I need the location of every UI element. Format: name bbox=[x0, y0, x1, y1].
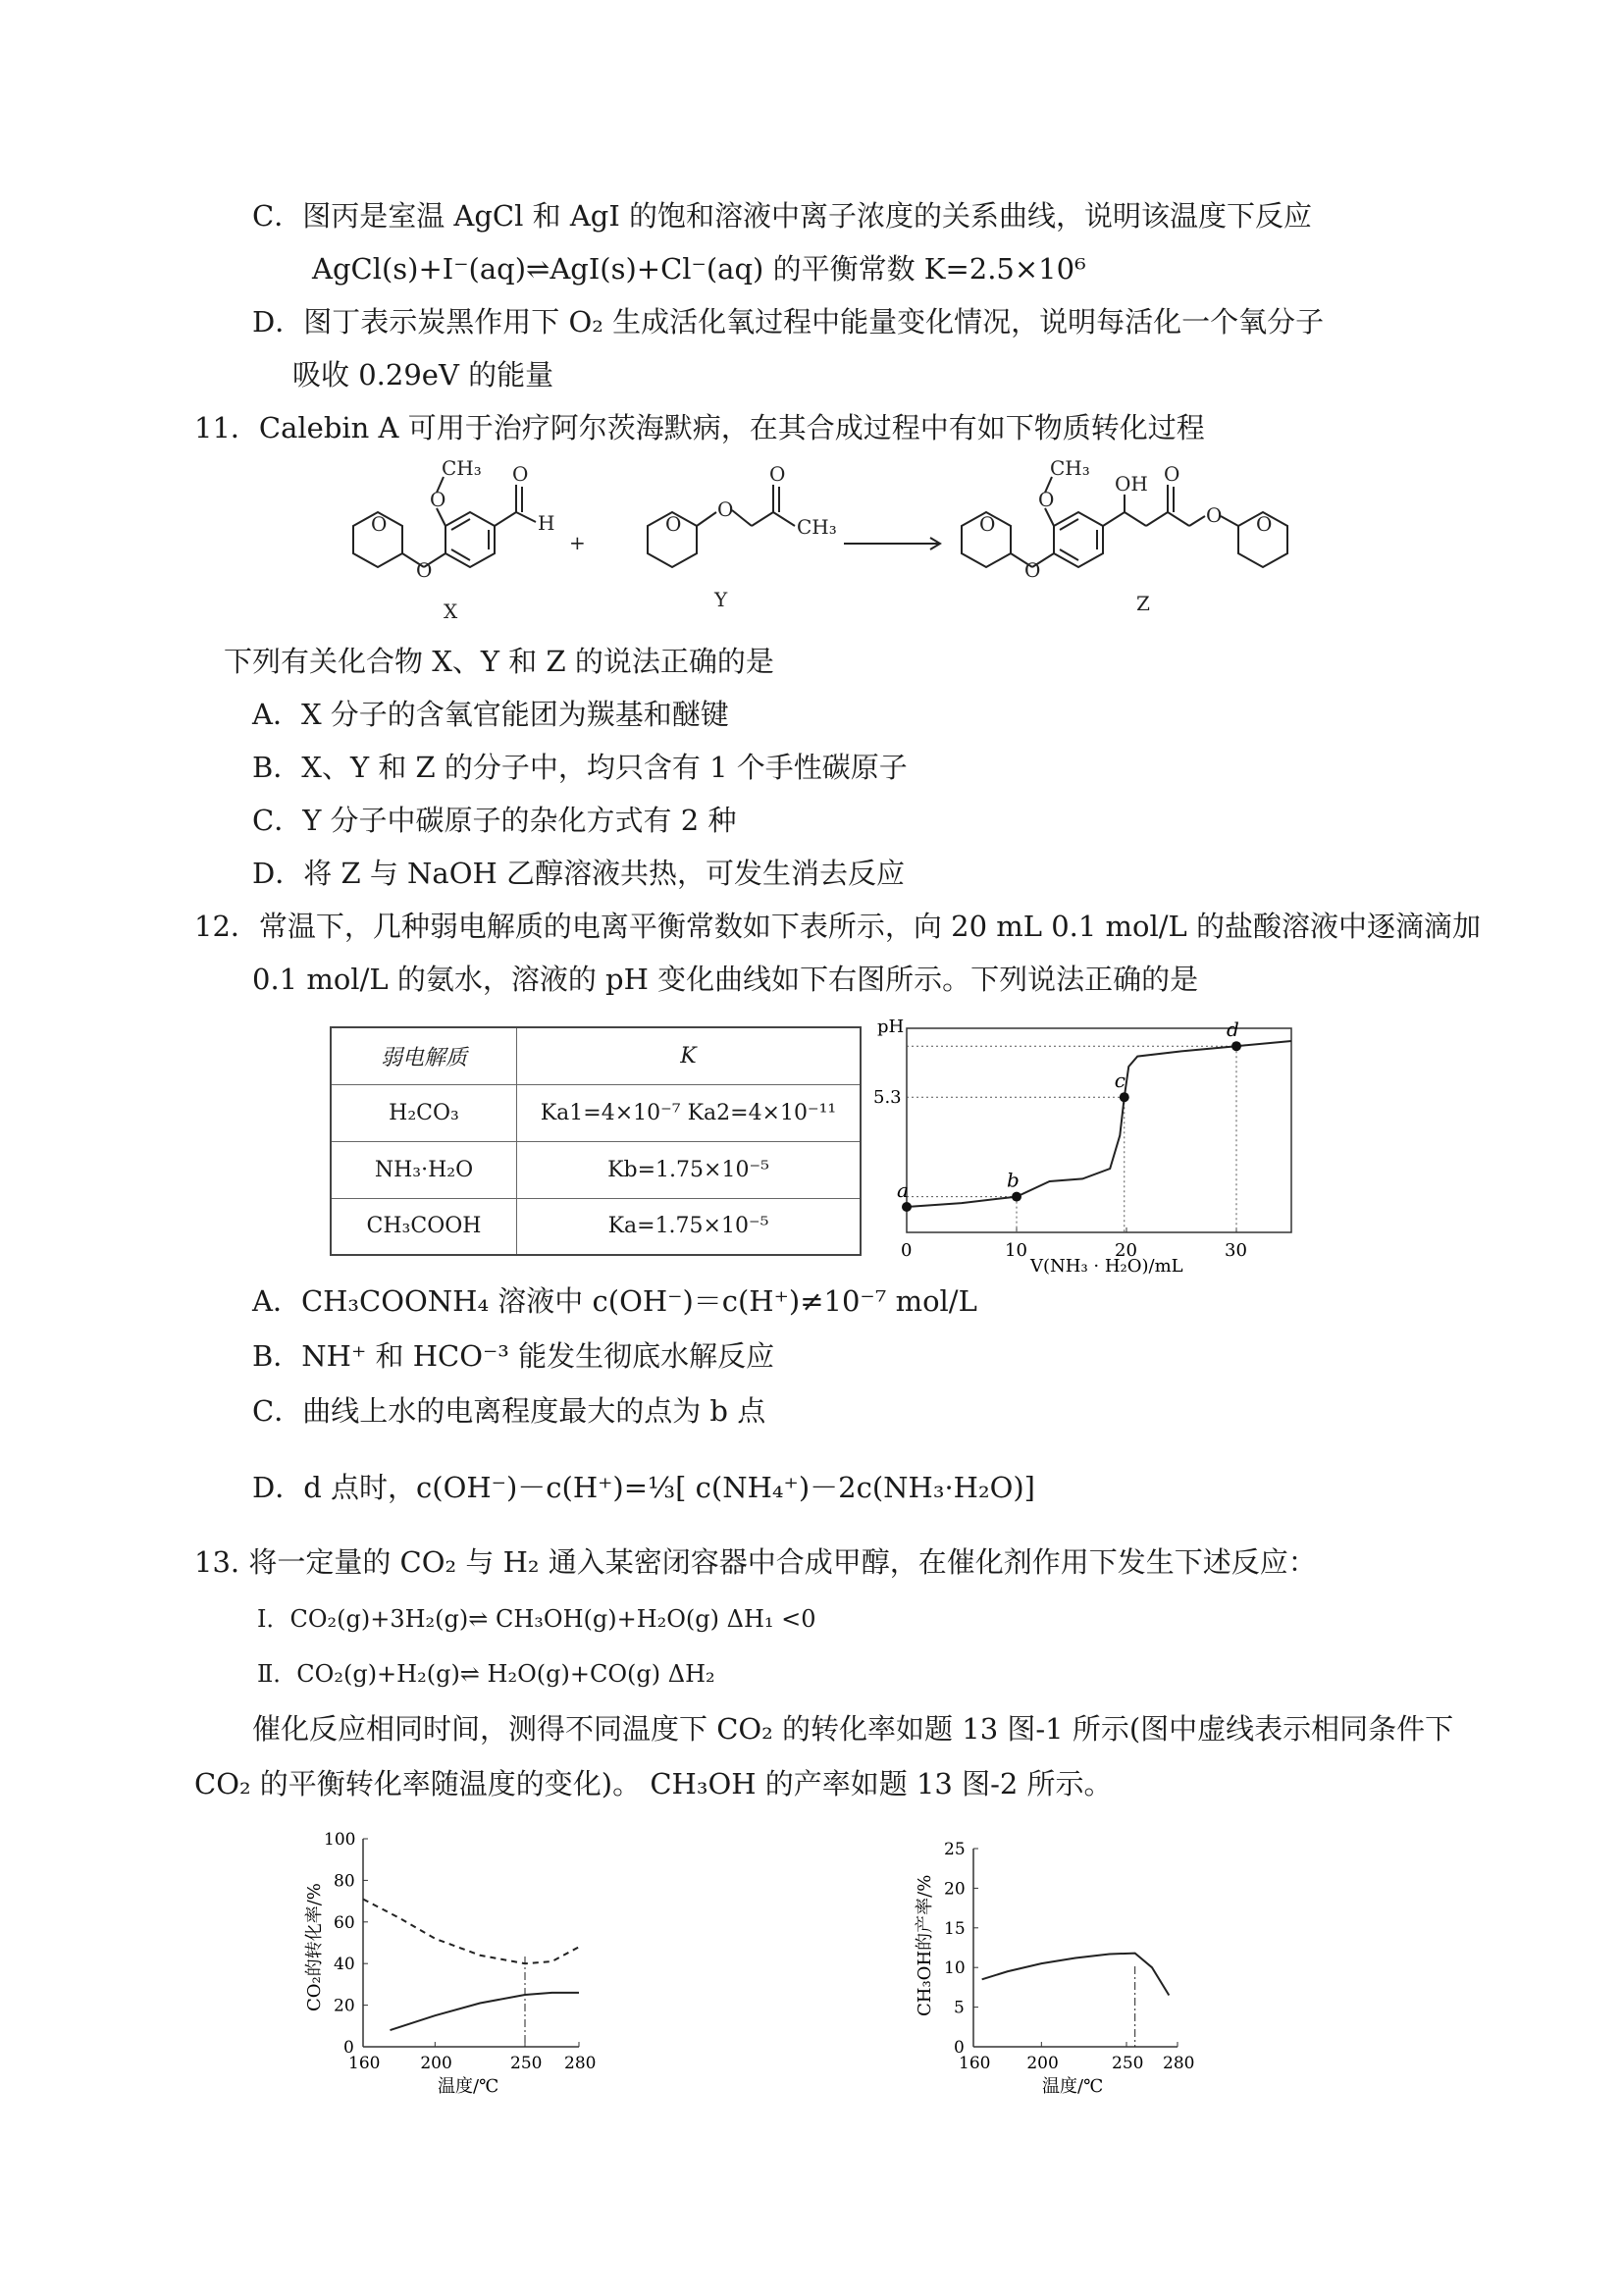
point-d bbox=[1231, 1041, 1241, 1051]
x-benzene-ring bbox=[445, 512, 495, 567]
y-tick-label: 20 bbox=[944, 1879, 966, 1900]
x-tick-label: 10 bbox=[1005, 1240, 1027, 1261]
x-tick-label: 280 bbox=[1163, 2054, 1195, 2073]
x-axis-label: 温度/℃ bbox=[438, 2076, 499, 2097]
x-ring-o: O bbox=[371, 512, 388, 536]
point-label-d: d bbox=[1227, 1018, 1239, 1042]
q11-sub-stem: 下列有关化合物 X、Y 和 Z 的说法正确的是 bbox=[224, 645, 774, 678]
z-ring-o: O bbox=[979, 512, 996, 536]
co2-conversion-chart bbox=[294, 1815, 628, 2110]
table-header-electrolyte: 弱电解质 bbox=[331, 1027, 517, 1084]
x-ch3: CH₃ bbox=[442, 456, 482, 480]
q13-reaction-2: Ⅱ．CO₂(g)+H₂(g)⇌ H₂O(g)+CO(g) ΔH₂ bbox=[257, 1660, 715, 1688]
q10-option-d-line2: 吸收 0.29eV 的能量 bbox=[292, 358, 554, 391]
table-cell: CH₃COOH bbox=[331, 1198, 517, 1255]
y-tick-label: 40 bbox=[334, 1955, 355, 1975]
y-ether-o: O bbox=[717, 497, 734, 521]
y-tick-label: 10 bbox=[944, 1958, 966, 1979]
table-cell: NH₃·H₂O bbox=[331, 1141, 517, 1198]
z-methoxy-o: O bbox=[1038, 488, 1055, 511]
q11-option-b: B．X、Y 和 Z 的分子中，均只含有 1 个手性碳原子 bbox=[252, 751, 908, 784]
q13-paragraph-line2: CO₂ 的平衡转化率随温度的变化)。 CH₃OH 的产率如题 13 图-2 所示。 bbox=[194, 1767, 1113, 1800]
y-ring-o: O bbox=[665, 512, 682, 536]
x-tick-label: 20 bbox=[1115, 1240, 1137, 1261]
label-x: X bbox=[444, 600, 458, 623]
point-label-c: c bbox=[1114, 1069, 1126, 1093]
z-oh: OH bbox=[1115, 472, 1148, 496]
y-tick-label: 0 bbox=[343, 2038, 354, 2058]
z-ether-o: O bbox=[1024, 558, 1041, 582]
q13-reaction-1: Ⅰ．CO₂(g)+3H₂(g)⇌ CH₃OH(g)+H₂O(g) ΔH₁ <0 bbox=[257, 1605, 816, 1633]
z-ch3: CH₃ bbox=[1050, 456, 1090, 480]
titration-ph-chart bbox=[864, 1011, 1325, 1276]
ch3oh-yield-chart bbox=[903, 1825, 1236, 2110]
y-ch3: CH₃ bbox=[797, 515, 837, 539]
q10-option-d-line1: D．图丁表示炭黑作用下 O₂ 生成活化氧过程中能量变化情况，说明每活化一个氧分子 bbox=[252, 305, 1325, 339]
y-axis-label: pH bbox=[877, 1017, 905, 1037]
point-c bbox=[1120, 1092, 1129, 1102]
ph-curve bbox=[907, 1041, 1291, 1207]
z-ketone-o: O bbox=[1164, 462, 1180, 486]
point-label-b: b bbox=[1007, 1168, 1020, 1192]
y-tick-label: 5.3 bbox=[873, 1087, 902, 1109]
x-tick-label: 160 bbox=[348, 2054, 381, 2073]
y-tick-label: 5 bbox=[954, 1998, 965, 2018]
x-aldehyde-o: O bbox=[512, 462, 529, 486]
x-tick-label: 30 bbox=[1225, 1240, 1247, 1261]
y-ketone-o: O bbox=[769, 462, 786, 486]
y-tick-label: 80 bbox=[334, 1871, 355, 1892]
x-axis-label: V(NH₃ · H₂O)/mL bbox=[1030, 1256, 1183, 1276]
point-a bbox=[902, 1202, 912, 1212]
q11-option-d: D．将 Z 与 NaOH 乙醇溶液共热，可发生消去反应 bbox=[252, 857, 906, 890]
q12-option-a: A．CH₃COONH₄ 溶液中 c(OH⁻)＝c(H⁺)≠10⁻⁷ mol/L bbox=[252, 1284, 977, 1318]
table-cell: Kb=1.75×10⁻⁵ bbox=[517, 1141, 862, 1198]
ionization-constant-table bbox=[330, 1026, 862, 1256]
y-tick-label: 25 bbox=[944, 1840, 966, 1859]
data-curve bbox=[982, 1954, 1170, 1996]
y-tick-label: 15 bbox=[944, 1918, 966, 1939]
plus-sign: + bbox=[569, 531, 586, 554]
y-axis-label: CH₃OH的产率/% bbox=[915, 1874, 935, 2016]
x-aldehyde-h: H bbox=[538, 511, 555, 535]
q13-paragraph-line1: 催化反应相同时间，测得不同温度下 CO₂ 的转化率如题 13 图-1 所示(图中虚线表示相同条件下 bbox=[252, 1712, 1454, 1746]
x-ether-o: O bbox=[416, 558, 433, 582]
y-tick-label: 100 bbox=[324, 1830, 356, 1850]
x-tick-label: 250 bbox=[510, 2054, 543, 2073]
x-axis-label: 温度/℃ bbox=[1042, 2076, 1104, 2097]
point-b bbox=[1012, 1192, 1021, 1202]
q11-option-a: A．X 分子的含氧官能团为羰基和醚键 bbox=[252, 698, 729, 731]
table-cell: H₂CO₃ bbox=[331, 1084, 517, 1141]
q12-stem-line2: 0.1 mol/L 的氨水，溶液的 pH 变化曲线如下右图所示。下列说法正确的是 bbox=[252, 963, 1199, 996]
table-header-k: K bbox=[517, 1027, 862, 1084]
equilibrium-conversion-curve bbox=[363, 1899, 579, 1963]
table-cell: Ka1=4×10⁻⁷ Ka2=4×10⁻¹¹ bbox=[517, 1084, 862, 1141]
y-axis-label: CO₂的转化率/% bbox=[304, 1883, 325, 2011]
data-curve bbox=[391, 1993, 580, 2030]
label-y: Y bbox=[714, 588, 728, 611]
y-tick-label: 20 bbox=[334, 1996, 355, 2016]
q11-stem: 11．Calebin A 可用于治疗阿尔茨海默病，在其合成过程中有如下物质转化过程 bbox=[194, 411, 1205, 444]
q12-option-b: B．NH⁺ 和 HCO⁻³ 能发生彻底水解反应 bbox=[252, 1339, 775, 1373]
q10-option-c-line1: C．图丙是室温 AgCl 和 AgI 的饱和溶液中离子浓度的关系曲线，说明该温度下反应 bbox=[252, 199, 1312, 233]
x-tick-label: 280 bbox=[564, 2054, 597, 2073]
table-cell: Ka=1.75×10⁻⁵ bbox=[517, 1198, 862, 1255]
z-benzene-ring bbox=[1054, 512, 1103, 567]
point-label-a: a bbox=[897, 1178, 909, 1202]
x-tick-label: 200 bbox=[420, 2054, 452, 2073]
x-tick-label: 160 bbox=[959, 2054, 991, 2073]
z-ether-o-2: O bbox=[1206, 503, 1223, 527]
x-tick-label: 0 bbox=[901, 1240, 913, 1261]
x-tick-label: 250 bbox=[1112, 2054, 1144, 2073]
reaction-scheme bbox=[334, 451, 1354, 628]
q11-option-c: C．Y 分子中碳原子的杂化方式有 2 种 bbox=[252, 804, 737, 837]
x-methoxy-o: O bbox=[430, 488, 446, 511]
q12-stem-line1: 12．常温下，几种弱电解质的电离平衡常数如下表所示，向 20 mL 0.1 mol/L 的盐酸溶液中逐滴滴加 bbox=[194, 910, 1482, 943]
q12-option-c: C．曲线上水的电离程度最大的点为 b 点 bbox=[252, 1394, 766, 1428]
q12-option-d: D．d 点时，c(OH⁻)－c(H⁺)=⅓[ c(NH₄⁺)－2c(NH₃·H₂O)] bbox=[252, 1471, 1035, 1504]
q13-stem: 13. 将一定量的 CO₂ 与 H₂ 通入某密闭容器中合成甲醇，在催化剂作用下发生下述反应： bbox=[194, 1545, 1317, 1579]
z-ring-o-2: O bbox=[1256, 512, 1273, 536]
q10-option-c-line2: AgCl(s)+I⁻(aq)⇌AgI(s)+Cl⁻(aq) 的平衡常数 K=2.5×10⁶ bbox=[312, 252, 1086, 286]
y-tick-label: 0 bbox=[954, 2038, 965, 2058]
y-tick-label: 60 bbox=[334, 1912, 355, 1933]
label-z: Z bbox=[1136, 592, 1150, 615]
x-tick-label: 200 bbox=[1026, 2054, 1059, 2073]
